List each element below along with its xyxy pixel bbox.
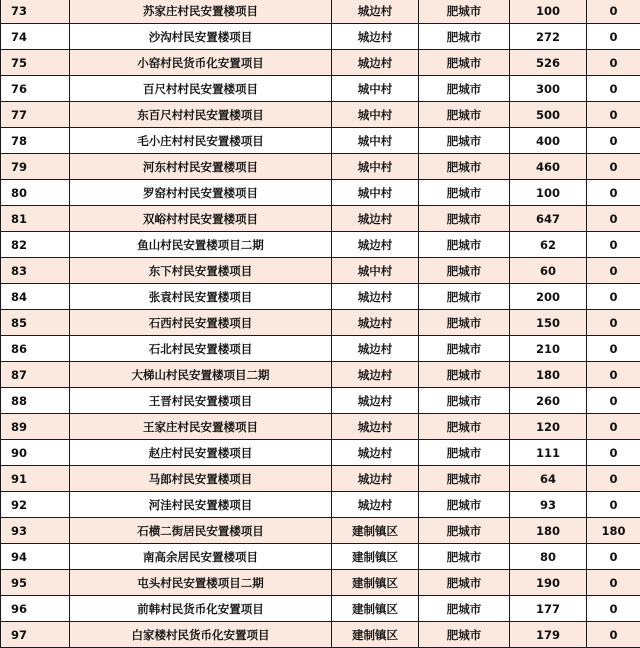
household-count-cell: 93 (510, 492, 587, 518)
area-type-cell: 城边村 (332, 336, 419, 362)
project-name-cell: 王家庄村民安置楼项目 (70, 414, 332, 440)
table-row (1, 128, 640, 154)
area-type-cell: 城边村 (332, 206, 419, 232)
project-name-cell: 石北村民安置楼项目 (70, 336, 332, 362)
project-name-cell: 白家楼村民货币化安置项目 (70, 622, 332, 648)
household-count-cell: 180 (510, 518, 587, 544)
project-name-cell: 东下村民安置楼项目 (70, 258, 332, 284)
currency-count-cell: 0 (587, 622, 640, 648)
household-count-cell: 60 (510, 258, 587, 284)
table-row (1, 232, 640, 258)
area-type-cell: 城边村 (332, 50, 419, 76)
row-number-cell: 92 (1, 492, 70, 518)
table-row (1, 24, 640, 50)
area-type-cell: 城中村 (332, 128, 419, 154)
city-cell: 肥城市 (419, 492, 510, 518)
household-count-cell: 647 (510, 206, 587, 232)
row-number-cell: 80 (1, 180, 70, 206)
row-number-cell: 87 (1, 362, 70, 388)
city-cell: 肥城市 (419, 310, 510, 336)
city-cell: 肥城市 (419, 128, 510, 154)
row-number-cell: 79 (1, 154, 70, 180)
currency-count-cell: 0 (587, 154, 640, 180)
table-row (1, 388, 640, 414)
currency-count-cell: 0 (587, 128, 640, 154)
project-name-cell: 百尺村村民安置楼项目 (70, 76, 332, 102)
project-name-cell: 大梯山村民安置楼项目二期 (70, 362, 332, 388)
city-cell: 肥城市 (419, 570, 510, 596)
row-number-cell: 86 (1, 336, 70, 362)
household-count-cell: 111 (510, 440, 587, 466)
currency-count-cell: 0 (587, 492, 640, 518)
area-type-cell: 城边村 (332, 310, 419, 336)
table-row (1, 570, 640, 596)
project-name-cell: 马郎村民安置楼项目 (70, 466, 332, 492)
area-type-cell: 建制镇区 (332, 570, 419, 596)
currency-count-cell: 0 (587, 284, 640, 310)
area-type-cell: 建制镇区 (332, 596, 419, 622)
area-type-cell: 城边村 (332, 232, 419, 258)
city-cell: 肥城市 (419, 50, 510, 76)
city-cell: 肥城市 (419, 232, 510, 258)
currency-count-cell: 0 (587, 180, 640, 206)
currency-count-cell: 0 (587, 440, 640, 466)
city-cell: 肥城市 (419, 180, 510, 206)
project-name-cell: 赵庄村民安置楼项目 (70, 440, 332, 466)
table-row (1, 258, 640, 284)
project-name-cell: 鱼山村民安置楼项目二期 (70, 232, 332, 258)
household-count-cell: 210 (510, 336, 587, 362)
row-number-cell: 89 (1, 414, 70, 440)
currency-count-cell: 0 (587, 206, 640, 232)
row-number-cell: 73 (1, 0, 70, 24)
city-cell: 肥城市 (419, 24, 510, 50)
city-cell: 肥城市 (419, 388, 510, 414)
household-count-cell: 180 (510, 362, 587, 388)
area-type-cell: 城边村 (332, 414, 419, 440)
table-row (1, 0, 640, 24)
table-body (1, 0, 640, 648)
row-number-cell: 94 (1, 544, 70, 570)
project-name-cell: 苏家庄村民安置楼项目 (70, 0, 332, 24)
area-type-cell: 城边村 (332, 0, 419, 24)
table-row (1, 440, 640, 466)
household-count-cell: 400 (510, 128, 587, 154)
project-name-cell: 罗窑村村民安置楼项目 (70, 180, 332, 206)
household-count-cell: 200 (510, 284, 587, 310)
household-count-cell: 150 (510, 310, 587, 336)
project-name-cell: 屯头村民安置楼项目二期 (70, 570, 332, 596)
table-row (1, 622, 640, 648)
area-type-cell: 建制镇区 (332, 544, 419, 570)
area-type-cell: 城边村 (332, 284, 419, 310)
currency-count-cell: 180 (587, 518, 640, 544)
currency-count-cell: 0 (587, 232, 640, 258)
table-row (1, 414, 640, 440)
city-cell: 肥城市 (419, 206, 510, 232)
area-type-cell: 城边村 (332, 492, 419, 518)
project-name-cell: 石西村民安置楼项目 (70, 310, 332, 336)
currency-count-cell: 0 (587, 258, 640, 284)
table-row (1, 180, 640, 206)
household-count-cell: 500 (510, 102, 587, 128)
city-cell: 肥城市 (419, 0, 510, 24)
currency-count-cell: 0 (587, 102, 640, 128)
project-name-cell: 小窑村民货币化安置项目 (70, 50, 332, 76)
row-number-cell: 88 (1, 388, 70, 414)
city-cell: 肥城市 (419, 284, 510, 310)
project-name-cell: 河洼村民安置楼项目 (70, 492, 332, 518)
row-number-cell: 85 (1, 310, 70, 336)
currency-count-cell: 0 (587, 362, 640, 388)
currency-count-cell: 0 (587, 50, 640, 76)
table-row (1, 206, 640, 232)
row-number-cell: 76 (1, 76, 70, 102)
household-count-cell: 179 (510, 622, 587, 648)
row-number-cell: 75 (1, 50, 70, 76)
household-count-cell: 260 (510, 388, 587, 414)
city-cell: 肥城市 (419, 596, 510, 622)
household-count-cell: 100 (510, 180, 587, 206)
table-row (1, 492, 640, 518)
area-type-cell: 城边村 (332, 24, 419, 50)
table-row (1, 596, 640, 622)
area-type-cell: 城边村 (332, 362, 419, 388)
currency-count-cell: 0 (587, 596, 640, 622)
currency-count-cell: 0 (587, 466, 640, 492)
city-cell: 肥城市 (419, 544, 510, 570)
table-row (1, 154, 640, 180)
currency-count-cell: 0 (587, 388, 640, 414)
city-cell: 肥城市 (419, 362, 510, 388)
city-cell: 肥城市 (419, 518, 510, 544)
household-count-cell: 177 (510, 596, 587, 622)
household-count-cell: 100 (510, 0, 587, 24)
row-number-cell: 90 (1, 440, 70, 466)
row-number-cell: 96 (1, 596, 70, 622)
project-name-cell: 东百尺村村民安置楼项目 (70, 102, 332, 128)
area-type-cell: 城边村 (332, 466, 419, 492)
row-number-cell: 81 (1, 206, 70, 232)
table-row (1, 362, 640, 388)
row-number-cell: 78 (1, 128, 70, 154)
city-cell: 肥城市 (419, 440, 510, 466)
household-count-cell: 272 (510, 24, 587, 50)
city-cell: 肥城市 (419, 258, 510, 284)
row-number-cell: 77 (1, 102, 70, 128)
household-count-cell: 300 (510, 76, 587, 102)
area-type-cell: 城边村 (332, 440, 419, 466)
currency-count-cell: 0 (587, 310, 640, 336)
table-row (1, 284, 640, 310)
city-cell: 肥城市 (419, 622, 510, 648)
city-cell: 肥城市 (419, 414, 510, 440)
household-count-cell: 62 (510, 232, 587, 258)
table-row (1, 466, 640, 492)
row-number-cell: 95 (1, 570, 70, 596)
table-row (1, 310, 640, 336)
row-number-cell: 74 (1, 24, 70, 50)
city-cell: 肥城市 (419, 466, 510, 492)
project-name-cell: 毛小庄村村民安置楼项目 (70, 128, 332, 154)
table-row (1, 102, 640, 128)
area-type-cell: 城中村 (332, 76, 419, 102)
area-type-cell: 城中村 (332, 180, 419, 206)
currency-count-cell: 0 (587, 570, 640, 596)
area-type-cell: 城中村 (332, 258, 419, 284)
household-count-cell: 120 (510, 414, 587, 440)
city-cell: 肥城市 (419, 76, 510, 102)
row-number-cell: 82 (1, 232, 70, 258)
project-name-cell: 双峪村村民安置楼项目 (70, 206, 332, 232)
currency-count-cell: 0 (587, 76, 640, 102)
currency-count-cell: 0 (587, 414, 640, 440)
project-name-cell: 石横二街居民安置楼项目 (70, 518, 332, 544)
row-number-cell: 93 (1, 518, 70, 544)
area-type-cell: 城边村 (332, 388, 419, 414)
table-row (1, 518, 640, 544)
row-number-cell: 91 (1, 466, 70, 492)
table-row (1, 336, 640, 362)
household-count-cell: 190 (510, 570, 587, 596)
household-count-cell: 80 (510, 544, 587, 570)
table-row (1, 50, 640, 76)
area-type-cell: 城中村 (332, 154, 419, 180)
city-cell: 肥城市 (419, 336, 510, 362)
area-type-cell: 建制镇区 (332, 622, 419, 648)
row-number-cell: 83 (1, 258, 70, 284)
row-number-cell: 97 (1, 622, 70, 648)
project-name-cell: 王晋村民安置楼项目 (70, 388, 332, 414)
table-row (1, 544, 640, 570)
city-cell: 肥城市 (419, 154, 510, 180)
household-count-cell: 64 (510, 466, 587, 492)
project-name-cell: 南高余居民安置楼项目 (70, 544, 332, 570)
area-type-cell: 建制镇区 (332, 518, 419, 544)
city-cell: 肥城市 (419, 102, 510, 128)
project-name-cell: 张袁村民安置楼项目 (70, 284, 332, 310)
project-name-cell: 沙沟村民安置楼项目 (70, 24, 332, 50)
row-number-cell: 84 (1, 284, 70, 310)
project-name-cell: 前韩村民货币化安置项目 (70, 596, 332, 622)
household-count-cell: 460 (510, 154, 587, 180)
currency-count-cell: 0 (587, 544, 640, 570)
currency-count-cell: 0 (587, 336, 640, 362)
currency-count-cell: 0 (587, 24, 640, 50)
table-row (1, 76, 640, 102)
project-name-cell: 河东村村民安置楼项目 (70, 154, 332, 180)
household-count-cell: 526 (510, 50, 587, 76)
area-type-cell: 城中村 (332, 102, 419, 128)
currency-count-cell: 0 (587, 0, 640, 24)
